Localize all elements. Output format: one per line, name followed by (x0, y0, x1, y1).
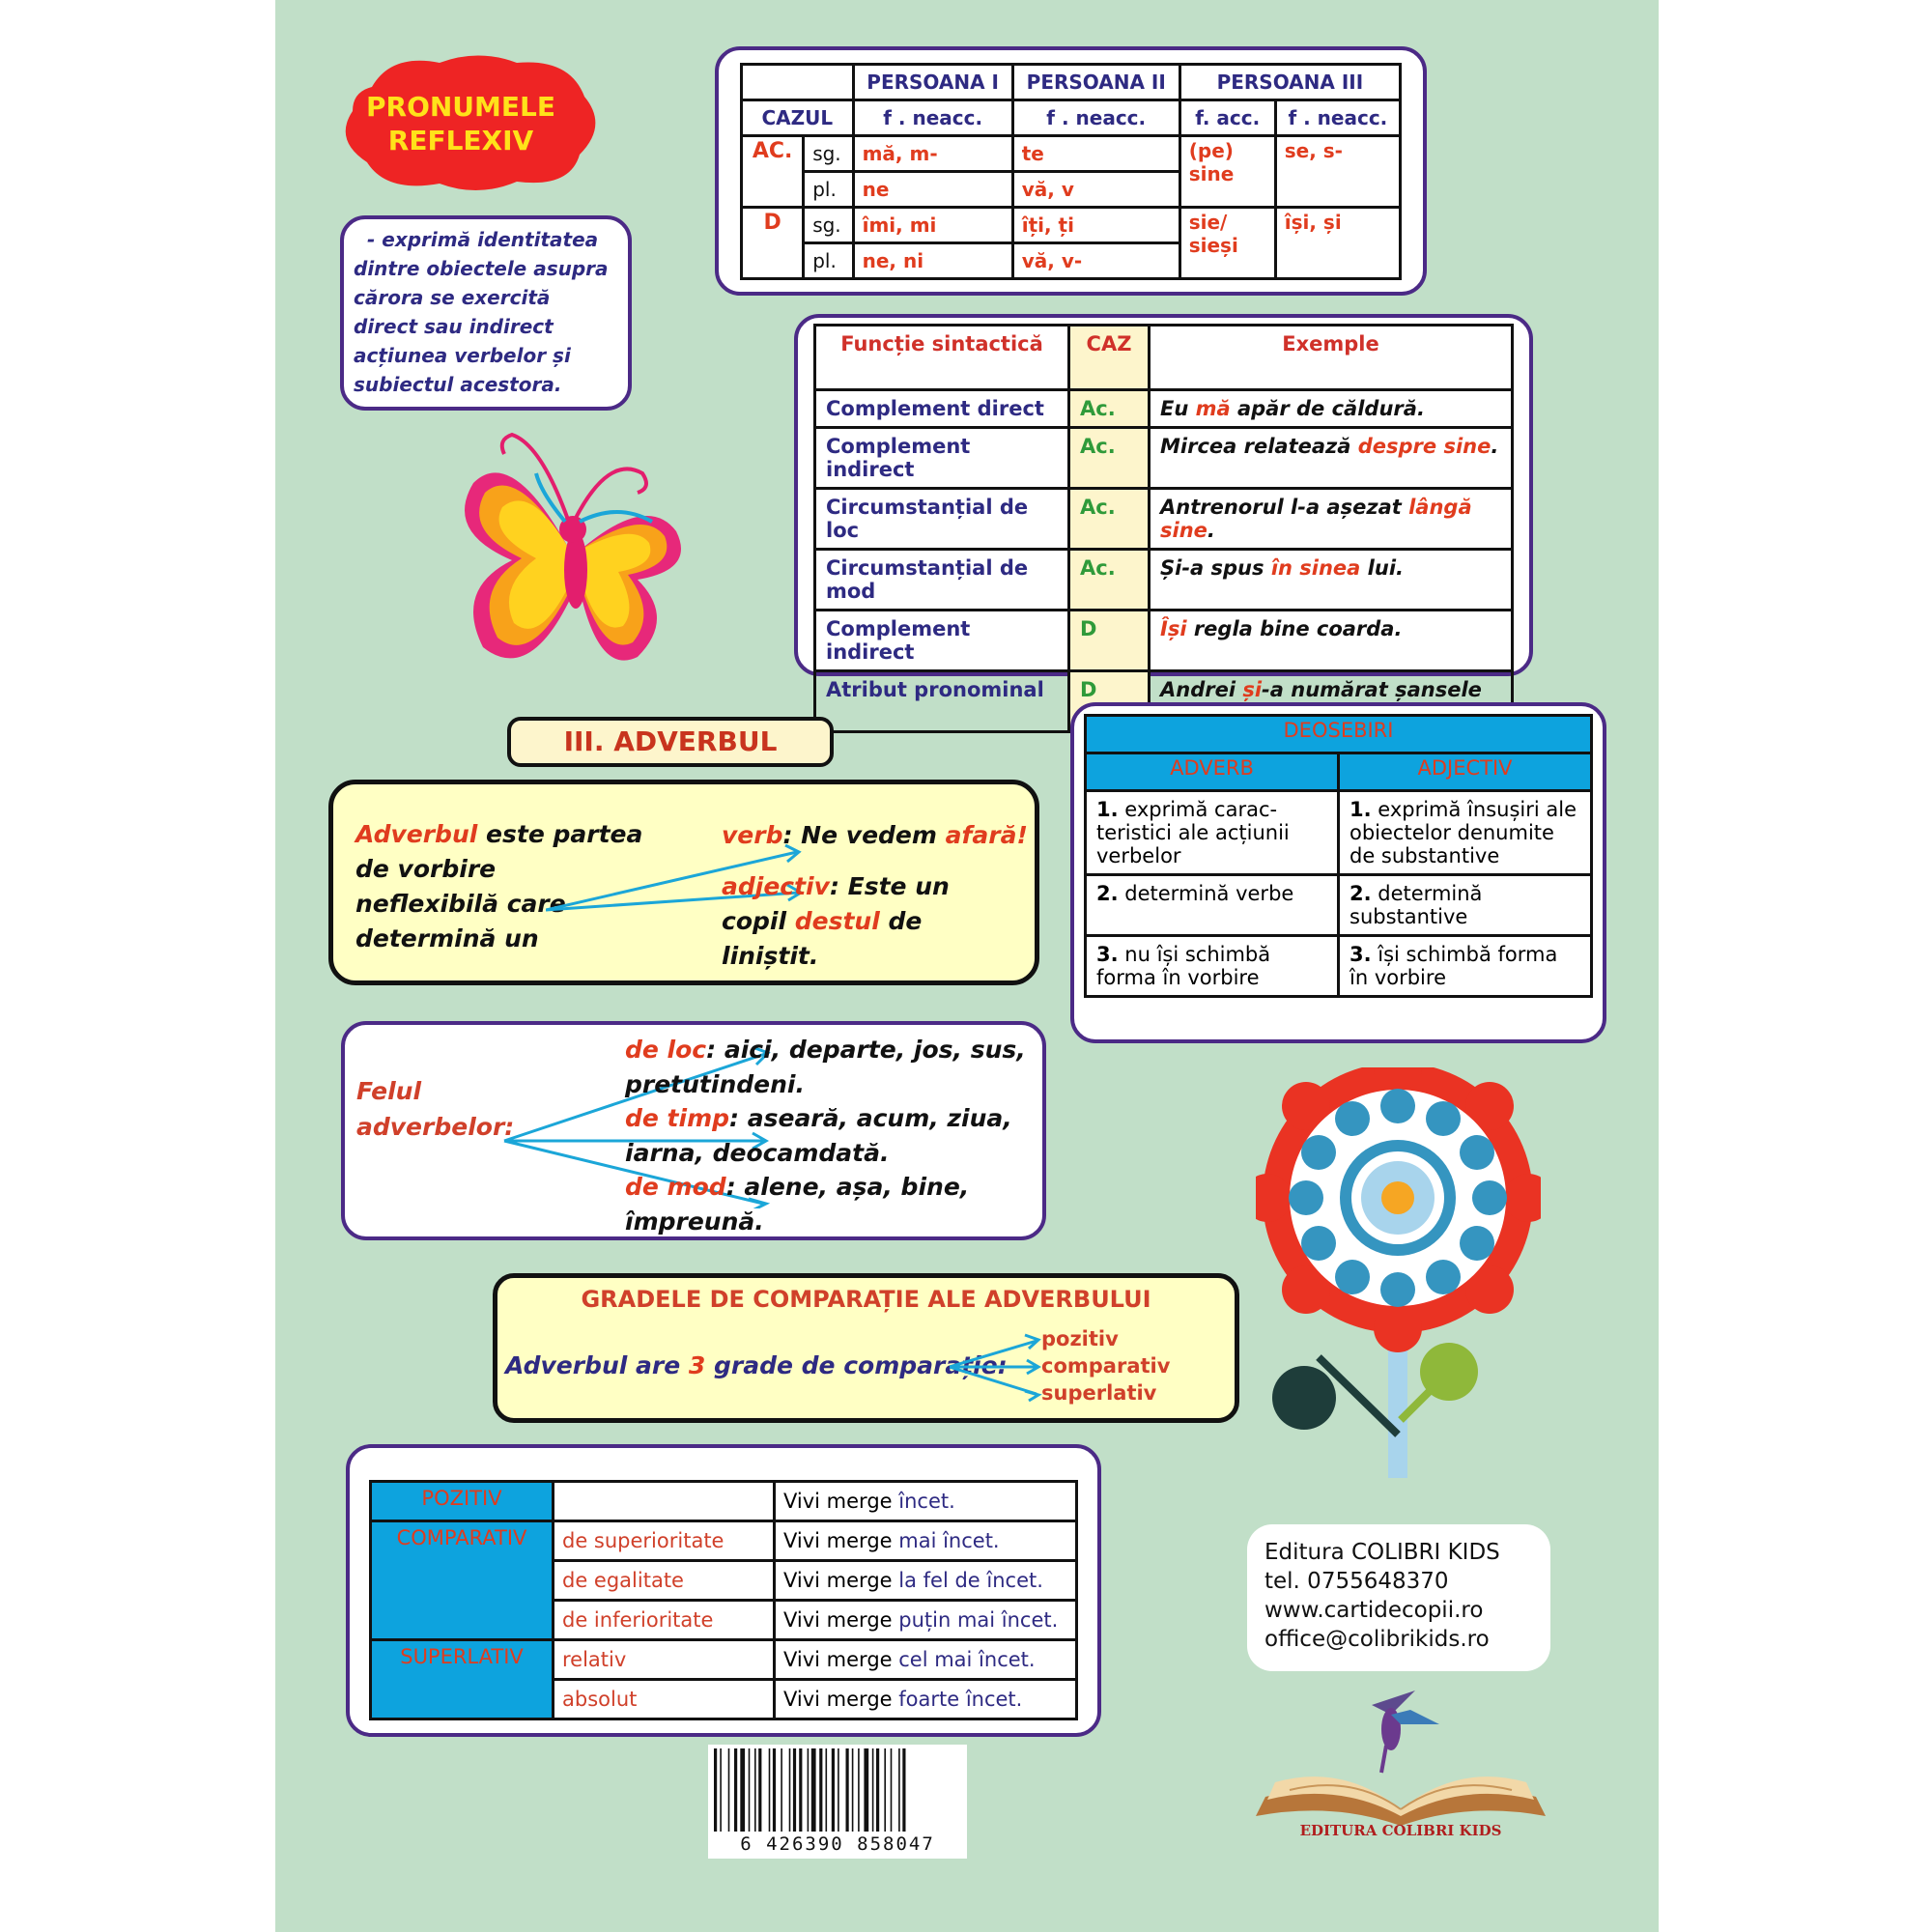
table-cell: 3. nu își schimbă forma în vorbire (1086, 936, 1339, 997)
table-row (371, 1482, 1077, 1521)
person-2-header: PERSOANA II (1012, 65, 1179, 100)
butterfly-illustration (444, 425, 710, 681)
adverb-word: Adverbul (355, 820, 478, 848)
example-cell: Vivi merge mai încet. (775, 1521, 1077, 1561)
degrees-list (1041, 1325, 1170, 1406)
case-cell: D (1069, 671, 1150, 732)
table-row (815, 428, 1513, 489)
publisher-website: www.cartidecopii.ro (1264, 1598, 1484, 1623)
case-ac: AC. (742, 136, 804, 208)
table-row (815, 550, 1513, 611)
table-row (815, 611, 1513, 671)
list-item: de timp: aseară, acum, ziua, iarna, deocamdată. (625, 1104, 1012, 1167)
subtype-cell: de inferioritate (554, 1601, 775, 1640)
list-item: de loc: aici, departe, jos, sus, pretutindeni. (625, 1036, 1026, 1098)
subtype-cell: de superioritate (554, 1521, 775, 1561)
barcode-bar (789, 1748, 791, 1832)
barcode-bar (799, 1748, 802, 1832)
degree-cell: POZITIV (371, 1482, 554, 1521)
table-row (815, 390, 1513, 428)
examples-header: Exemple (1150, 326, 1513, 390)
function-cell: Complement indirect (815, 611, 1069, 671)
barcode-bar (720, 1748, 722, 1832)
barcode-bar (846, 1748, 849, 1832)
barcode-bar (826, 1748, 828, 1832)
table-cell: ne, ni (853, 243, 1012, 279)
list-item: pozitiv (1041, 1327, 1119, 1350)
subtype-cell: de egalitate (554, 1561, 775, 1601)
flower-illustration (1256, 1067, 1541, 1483)
case-d: D (742, 208, 804, 279)
example-cell: Vivi merge la fel de încet. (775, 1561, 1077, 1601)
comparison-box (346, 1444, 1101, 1737)
kinds-label: Felul adverbelor: (356, 1077, 515, 1141)
barcode-bar (838, 1748, 839, 1832)
title-line-1: PRONUMELE (365, 91, 556, 123)
table-cell: te (1012, 136, 1179, 172)
case-cell: D (1069, 611, 1150, 671)
example-cell: Eu mă apăr de căldură. (1150, 390, 1513, 428)
form-header: f. acc. (1179, 100, 1275, 136)
case-header: CAZ (1069, 326, 1150, 390)
adjective-column-header: ADJECTIV (1339, 753, 1592, 791)
list-item: comparativ (1041, 1354, 1171, 1378)
table-cell: îmi, mi (853, 208, 1012, 243)
function-header: Funcție sintactică (815, 326, 1069, 390)
form-header: f . neacc. (853, 100, 1012, 136)
number-label: sg. (804, 208, 853, 243)
subtype-cell (554, 1482, 775, 1521)
function-cell: Circumstanțial de mod (815, 550, 1069, 611)
barcode-bar (852, 1748, 854, 1832)
functions-table (813, 324, 1514, 733)
case-cell: Ac. (1069, 489, 1150, 550)
table-cell: ne (853, 172, 1012, 208)
title-line-2: REFLEXIV (387, 125, 534, 156)
table-cell: 1. exprimă carac-teristici ale acțiunii verbelor (1086, 791, 1339, 875)
differences-title: DEOSEBIRI (1086, 716, 1592, 753)
table-row (371, 1521, 1077, 1561)
logo-text: EDITURA COLIBRI KIDS (1299, 1822, 1502, 1839)
barcode-bar (811, 1748, 816, 1832)
degrees-sentence: Adverbul are 3 grade de comparație: (505, 1351, 1008, 1379)
example-cell: Mircea relatează despre sine. (1150, 428, 1513, 489)
definition-box (340, 215, 632, 411)
barcode-bar (769, 1748, 771, 1832)
table-cell: 2. determină verbe (1086, 875, 1339, 936)
table-cell: vă, v- (1012, 243, 1179, 279)
example-cell: Vivi merge încet. (775, 1482, 1077, 1521)
table-row (815, 489, 1513, 550)
table-cell: vă, v (1012, 172, 1179, 208)
table-cell: sie/ sieși (1179, 208, 1275, 279)
adverb-column-header: ADVERB (1086, 753, 1339, 791)
barcode-bar (898, 1748, 900, 1832)
barcode-bar (758, 1748, 761, 1832)
person-3-header: PERSOANA III (1179, 65, 1400, 100)
barcode (708, 1745, 967, 1859)
number-label: pl. (804, 172, 853, 208)
barcode-bar (749, 1748, 751, 1832)
form-header: f . neacc. (1275, 100, 1400, 136)
barcode-bar (781, 1748, 782, 1832)
barcode-bar (728, 1748, 730, 1832)
functions-box (794, 314, 1533, 701)
function-cell: Complement direct (815, 390, 1069, 428)
barcode-bar (864, 1748, 868, 1832)
number-label: sg. (804, 136, 853, 172)
table-row (1086, 791, 1592, 875)
barcode-bar (773, 1748, 776, 1832)
degree-cell: SUPERLATIV (371, 1640, 554, 1719)
form-header: f . neacc. (1012, 100, 1179, 136)
list-item: superlativ (1041, 1381, 1157, 1405)
degrees-arrows (950, 1331, 1046, 1408)
number-label: pl. (804, 243, 853, 279)
case-cell: Ac. (1069, 550, 1150, 611)
publisher-email: office@colibrikids.ro (1264, 1627, 1490, 1652)
definition-text: - exprimă identitatea dintre obiectele asupra cărora se exercită direct sau indirect acțiunea verbelor și subiectul acestora. (354, 228, 609, 396)
publisher-phone: tel. 0755648370 (1264, 1569, 1449, 1594)
table-cell: se, s- (1275, 136, 1400, 208)
comparison-table (369, 1480, 1078, 1720)
barcode-bar (902, 1748, 905, 1832)
publisher-name: Editura COLIBRI KIDS (1264, 1540, 1500, 1565)
table-cell: mă, m- (853, 136, 1012, 172)
example-cell: Vivi merge puțin mai încet. (775, 1601, 1077, 1640)
barcode-number: 6 426390 858047 (740, 1833, 935, 1855)
table-cell: 2. determină substantive (1339, 875, 1592, 936)
example-cell: Își regla bine coarda. (1150, 611, 1513, 671)
declension-box (715, 46, 1427, 296)
table-row (1086, 936, 1592, 997)
barcode-bar (734, 1748, 737, 1832)
adverb-definition-text: Adverbul este partea de vorbire neflexibilă care determină un (355, 820, 643, 952)
case-header: CAZUL (742, 100, 854, 136)
person-1-header: PERSOANA I (853, 65, 1012, 100)
publisher-logo (1246, 1686, 1555, 1840)
barcode-bar (872, 1748, 874, 1832)
barcode-bar (740, 1748, 745, 1832)
barcode-bar (714, 1748, 717, 1832)
kinds-list (625, 1033, 1031, 1238)
example-cell: Vivi merge foarte încet. (775, 1680, 1077, 1719)
barcode-bar (819, 1748, 822, 1832)
barcode-bar (754, 1748, 756, 1832)
barcode-bar (884, 1748, 886, 1832)
adverb-heading (507, 717, 834, 767)
verb-example: verb: Ne vedem afară! (722, 821, 1028, 849)
barcode-bar (808, 1748, 810, 1832)
list-item: de mod: alene, așa, bine, împreună. (625, 1173, 970, 1236)
barcode-bar (832, 1748, 835, 1832)
example-cell: Și-a spus în sinea lui. (1150, 550, 1513, 611)
adverb-kinds-box (341, 1021, 1046, 1240)
example-cell: Antrenorul l-a așezat lângă sine. (1150, 489, 1513, 550)
example-cell: Andrei și-a numărat șansele (1150, 671, 1513, 732)
barcode-bar (876, 1748, 879, 1832)
barcode-bar (858, 1748, 860, 1832)
table-row (1086, 875, 1592, 936)
degrees-box (493, 1273, 1239, 1423)
publisher-info-box (1247, 1524, 1550, 1671)
subtype-cell: relativ (554, 1640, 775, 1680)
example-cell: Vivi merge cel mai încet. (775, 1640, 1077, 1680)
barcode-bar (793, 1748, 796, 1832)
function-cell: Atribut pronominal (815, 671, 1069, 732)
table-cell: își, și (1275, 208, 1400, 279)
adverb-definition-box (328, 780, 1039, 985)
barcode-bar (891, 1748, 893, 1832)
subtype-cell: absolut (554, 1680, 775, 1719)
case-cell: Ac. (1069, 428, 1150, 489)
table-cell: 3. își schimbă forma în vorbire (1339, 936, 1592, 997)
adverb-heading-text: III. ADVERBUL (563, 725, 778, 757)
differences-box (1070, 702, 1606, 1043)
adjective-example: adjectiv: Este un copil destul de liniștit. (722, 872, 950, 970)
title-badge (333, 48, 604, 198)
function-cell: Complement indirect (815, 428, 1069, 489)
degrees-title: GRADELE DE COMPARAȚIE ALE ADVERBULUI (581, 1286, 1151, 1313)
declension-table (740, 63, 1402, 280)
table-cell: (pe) sine (1179, 136, 1275, 208)
differences-table (1084, 714, 1593, 998)
table-cell: îți, ți (1012, 208, 1179, 243)
barcode-bars (708, 1745, 967, 1833)
case-cell: Ac. (1069, 390, 1150, 428)
table-cell: 1. exprimă însușiri ale obiectelor denumite de substantive (1339, 791, 1592, 875)
table-row (371, 1640, 1077, 1680)
function-cell: Circumstanțial de loc (815, 489, 1069, 550)
degree-cell: COMPARATIV (371, 1521, 554, 1640)
